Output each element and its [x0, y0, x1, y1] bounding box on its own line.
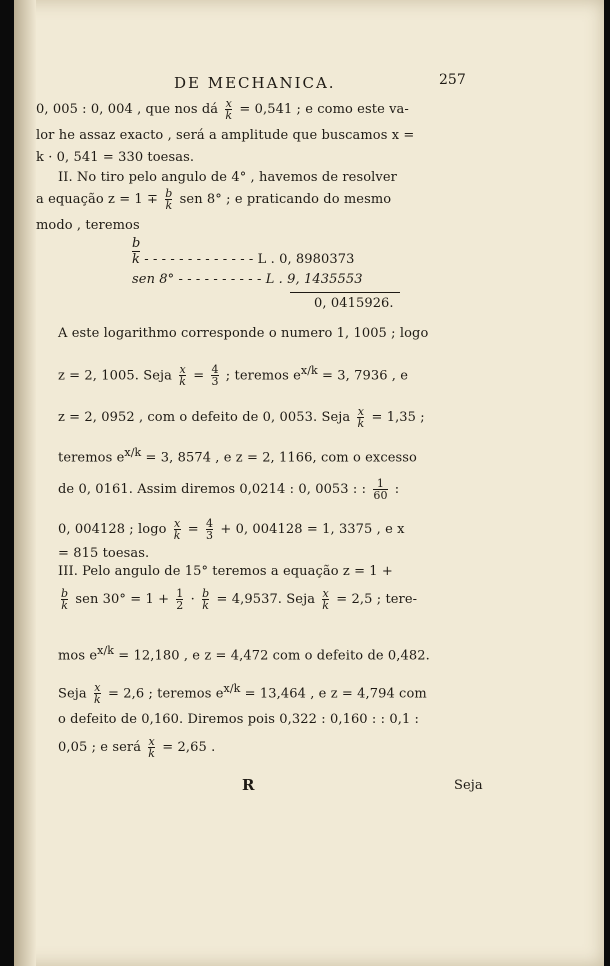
log-label-b: b [132, 236, 141, 251]
sum-rule [290, 292, 400, 293]
text-line: a equação z = 1 ∓ $\frac{b}{k}$ sen 8° ; e praticando do mesmo [36, 187, 392, 212]
fraction-b-over-k: $\frac{b}{k}$ [165, 187, 173, 212]
text-line: III. Pelo angulo de 15° teremos a equação z = 1 + [58, 564, 393, 579]
text-line: 0, 005 : 0, 004 , que nos dá $\frac{x}{k}$ = 0,541 ; e como este va- [36, 97, 409, 122]
log-row: k - - - - - - - - - - - - - L . 0, 8980373 [132, 252, 355, 267]
fraction-x-over-k: $\frac{x}{k}$ [225, 97, 233, 122]
text-line: z = 2, 0952 , com o defeito de 0, 0053. Seja $\frac{x}{k}$ = 1,35 ; [58, 405, 425, 430]
text-line: modo , teremos [36, 218, 140, 233]
text-line: Seja $\frac{x}{k}$ = 2,6 ; teremos $e^{x/k} = 13,464$ , e z = 4,794 com [58, 681, 427, 707]
text-line: $\frac{b}{k}$ sen 30° = 1 + $\frac{1}{2}$ · $\frac{b}{k}$ = 4,9537. Seja $\frac{x}{k}$ = 2,5 ; tere- [61, 587, 418, 612]
text-line: o defeito de 0,160. Diremos pois 0,322 : 0,160 : : 0,1 : [58, 712, 420, 727]
text-line: de 0, 0161. Assim diremos 0,0214 : 0, 0053 : : $\frac{1}{60}$ : [58, 477, 400, 502]
text-line: 0, 004128 ; logo $\frac{x}{k}$ = $\frac{4}{3}$ + 0, 004128 = 1, 3375 , e x [58, 517, 405, 542]
text-line: z = 2, 1005. Seja $\frac{x}{k}$ = $\frac{4}{3}$ ; teremos $e^{x/k} = 3$, 7936 , e [58, 363, 409, 389]
log-result: 0, 0415926. [314, 296, 394, 311]
text-line: A este logarithmo corresponde o numero 1, 1005 ; logo [58, 326, 429, 341]
text-line: 0,05 ; e será $\frac{x}{k}$ = 2,65 . [58, 735, 216, 760]
text-line: teremos $e^{x/k} = 3$, 8574 , e z = 2, 1166, com o excesso [58, 446, 417, 466]
catchword: Seja [454, 778, 483, 793]
text-line: II. No tiro pelo angulo de 4° , havemos de resolver [58, 170, 397, 185]
text-line: = 815 toesas. [58, 546, 150, 561]
page-number: 257 [439, 72, 466, 88]
signature-mark: R [242, 776, 255, 794]
book-page [14, 0, 604, 966]
running-head: DE MECHANICA. [174, 74, 336, 92]
text-line: lor he assaz exacto , será a amplitude que buscamos x = [36, 128, 415, 143]
log-row: sen 8° - - - - - - - - - - L . 9, 1435553 [132, 272, 363, 287]
text-line: mos $e^{x/k} = 12,180$ , e z = 4,472 com o defeito de 0,482. [58, 644, 430, 664]
text-line: k · 0, 541 = 330 toesas. [36, 150, 195, 165]
page-gutter-shadow [14, 0, 36, 966]
